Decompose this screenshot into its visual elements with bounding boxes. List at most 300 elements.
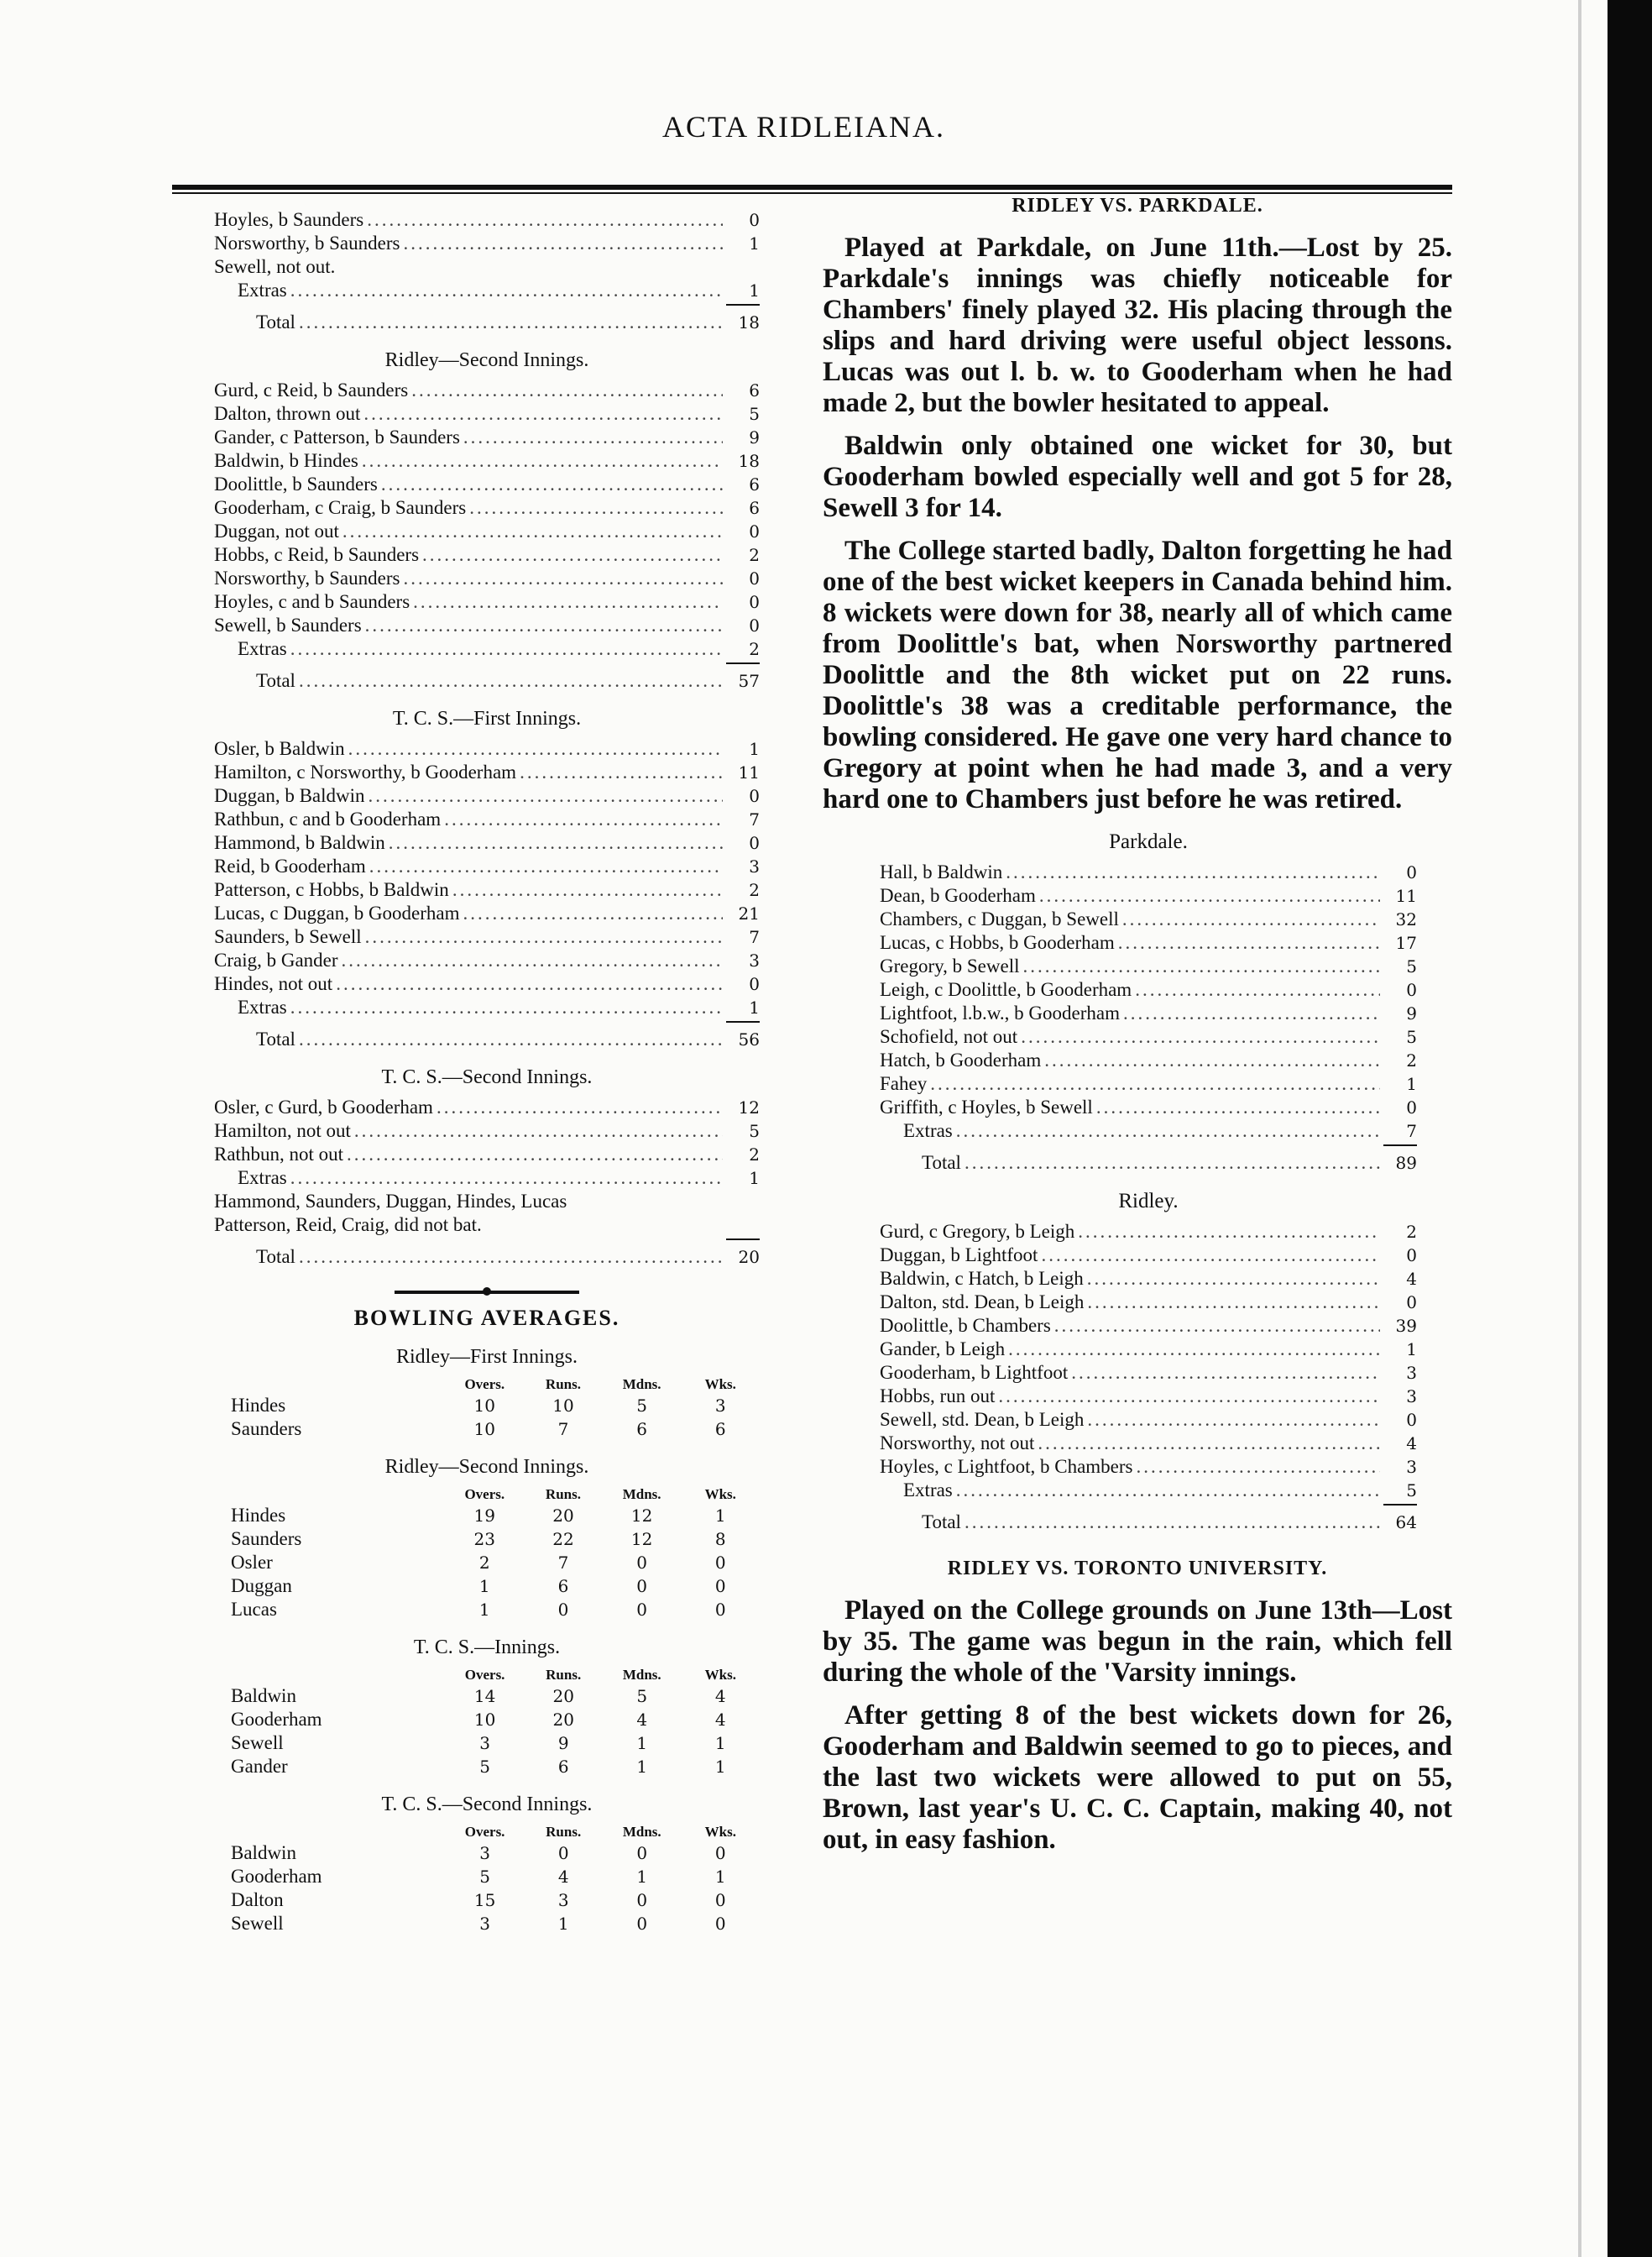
batsman: Sewell, std. Dean, b Leigh	[880, 1409, 1085, 1430]
section-heading: Parkdale.	[1109, 830, 1188, 853]
runs: 7	[557, 1419, 569, 1439]
leader-dots	[1041, 1244, 1380, 1267]
bowling-table	[231, 1823, 760, 1935]
scan-border	[1608, 0, 1652, 2257]
score-row	[880, 1096, 1417, 1119]
leader-dots	[299, 669, 723, 693]
runs: 4	[1406, 1269, 1417, 1289]
score-row	[880, 955, 1417, 978]
report-paragraph: Played on the College grounds on June 13th—Lost by 35. The game was begun in the rain, which fell during the whole of the 'Varsity innings.	[823, 1595, 1452, 1688]
running-title: ACTA RIDLEIANA.	[661, 110, 946, 144]
runs: 1	[1406, 1339, 1417, 1359]
runs: 2	[749, 880, 760, 900]
overs: 3	[479, 1733, 490, 1753]
runs: 4	[557, 1867, 569, 1887]
maidens: 0	[636, 1843, 648, 1863]
leader-dots	[1008, 1338, 1380, 1361]
wickets: 4	[714, 1686, 726, 1706]
leader-dots	[290, 279, 723, 302]
bowler: Saunders	[231, 1528, 302, 1549]
wickets: 0	[714, 1576, 726, 1596]
batsman: Hall, b Baldwin	[880, 861, 1003, 882]
right-column	[823, 191, 1452, 1856]
maidens: 12	[630, 1506, 653, 1526]
runs: 1	[557, 1914, 569, 1934]
col-header: Mdns.	[622, 1667, 661, 1683]
batsman: Dean, b Gooderham	[880, 885, 1036, 906]
runs: 0	[749, 833, 760, 853]
runs: 21	[738, 903, 760, 924]
score-row	[214, 1119, 760, 1143]
bowling-table	[231, 1375, 760, 1441]
runs: 3	[749, 950, 760, 971]
leader-dots	[1096, 1096, 1380, 1119]
runs: 3	[1406, 1386, 1417, 1406]
runs: 6	[749, 380, 760, 401]
batsman: Norsworthy, b Saunders	[214, 568, 400, 589]
score-row	[880, 1072, 1417, 1096]
batsman: Saunders, b Sewell	[214, 926, 362, 947]
score-row	[880, 861, 1417, 884]
overs: 15	[473, 1890, 496, 1910]
bowler: Osler	[231, 1552, 273, 1573]
maidens: 5	[636, 1686, 648, 1706]
maidens: 0	[636, 1600, 647, 1620]
total-label: Total	[256, 312, 295, 333]
leader-dots	[290, 996, 723, 1019]
batsman: Hamilton, c Norsworthy, b Gooderham	[214, 762, 517, 783]
score-row	[214, 614, 760, 637]
sum-rule	[1383, 1144, 1417, 1146]
leader-dots	[463, 902, 723, 925]
did-not-bat-note: Patterson, Reid, Craig, did not bat.	[214, 1214, 482, 1235]
total-value: 20	[738, 1247, 760, 1267]
extras-row	[214, 996, 760, 1019]
bowling-table	[231, 1485, 760, 1621]
batsman: Norsworthy, b Saunders	[214, 233, 400, 254]
total-value: 18	[738, 312, 760, 333]
col-header: Overs.	[464, 1376, 505, 1392]
report-paragraph: The College started badly, Dalton forgetting he had one of the best wicket keepers in Canada behind him. 8 wickets were down for 38, nearly all of which came from Doolittle's bat, when Norsworthy partnered Doolittle and the 8th wicket put on 22 runs. Doolittle's 38 was a creditable performance, the bowling considered. He gave one very hard chance to Gregory at point when he had made 3, and a very hard one to Chambers just before he was retired.	[823, 536, 1452, 814]
overs: 3	[479, 1843, 490, 1863]
runs: 6	[749, 474, 760, 495]
maidens: 5	[636, 1396, 647, 1416]
batsman: Duggan, b Baldwin	[214, 785, 365, 806]
section-heading: T. C. S.—Innings.	[413, 1636, 561, 1658]
leader-dots	[1135, 978, 1380, 1002]
leader-dots	[1122, 908, 1380, 931]
batsman: Hatch, b Gooderham	[880, 1050, 1042, 1071]
extras-row	[214, 637, 760, 661]
batsman: Hobbs, c Reid, b Saunders	[214, 544, 420, 565]
runs: 17	[1395, 933, 1417, 953]
batsman: Gurd, c Gregory, b Leigh	[880, 1221, 1075, 1242]
total-value: 64	[1395, 1512, 1417, 1532]
leader-dots	[452, 878, 723, 902]
extras-label: Extras	[903, 1479, 953, 1500]
batsman: Sewell, b Saunders	[214, 615, 362, 636]
batsman: Hoyles, c Lightfoot, b Chambers	[880, 1456, 1133, 1477]
wickets: 0	[714, 1600, 726, 1620]
col-header: Mdns.	[622, 1376, 661, 1392]
leader-dots	[1039, 884, 1380, 908]
wickets: 0	[714, 1553, 726, 1573]
leader-dots	[965, 1511, 1380, 1534]
score-row	[880, 1244, 1417, 1267]
table-row	[231, 1888, 760, 1912]
score-row	[214, 972, 760, 996]
col-header: Overs.	[464, 1824, 505, 1840]
total-row	[214, 669, 760, 693]
leader-dots	[1071, 1361, 1380, 1385]
runs: 7	[749, 927, 760, 947]
col-header: Runs.	[545, 1376, 581, 1392]
match-heading: RIDLEY VS. PARKDALE.	[1012, 195, 1263, 217]
col-header: Runs.	[546, 1667, 582, 1683]
table-row	[231, 1394, 760, 1417]
bowler: Gooderham	[231, 1709, 322, 1730]
runs: 0	[1406, 1292, 1417, 1312]
section-heading: T. C. S.—Second Innings.	[381, 1794, 593, 1815]
report-paragraph: Played at Parkdale, on June 11th.—Lost by 25. Parkdale's innings was chiefly noticeable for Chambers' finely played 32. His placing through the slips and hard driving were useful object lessons. Lucas was out l. b. w. to Gooderham when he had made 2, but the bowler hesitated to appeal.	[823, 233, 1452, 418]
table-row	[231, 1841, 760, 1865]
batsman: Doolittle, b Chambers	[880, 1315, 1051, 1336]
batsman: Lucas, c Duggan, b Gooderham	[214, 903, 460, 924]
batsman: Hamilton, not out	[214, 1120, 351, 1141]
col-header: Runs.	[545, 1486, 581, 1502]
sum-rule	[726, 1238, 760, 1240]
maidens: 1	[636, 1733, 648, 1753]
total-label: Total	[256, 670, 295, 691]
overs: 10	[473, 1396, 495, 1416]
overs: 19	[473, 1506, 495, 1526]
score-row	[880, 1314, 1417, 1338]
total-row	[214, 311, 760, 334]
runs: 0	[557, 1843, 569, 1863]
leader-dots	[1123, 1002, 1380, 1025]
batsman: Baldwin, b Hindes	[214, 450, 358, 471]
table-row	[231, 1598, 760, 1621]
leader-dots	[299, 1245, 723, 1269]
batsman: Gander, c Patterson, b Saunders	[214, 427, 460, 448]
score-row	[214, 737, 760, 761]
wickets: 6	[714, 1419, 726, 1439]
runs: 1	[749, 1168, 760, 1188]
batsman: Gander, b Leigh	[880, 1338, 1006, 1359]
table-row	[231, 1865, 760, 1888]
total-label: Total	[922, 1511, 961, 1532]
overs: 23	[473, 1529, 495, 1549]
score-row	[880, 931, 1417, 955]
batsman: Rathbun, not out	[214, 1144, 343, 1165]
col-header: Overs.	[464, 1667, 505, 1683]
maidens: 1	[636, 1867, 648, 1887]
col-header: Mdns.	[622, 1486, 661, 1502]
runs: 0	[1406, 1245, 1417, 1265]
runs: 2	[1406, 1222, 1417, 1242]
table-row	[231, 1504, 760, 1527]
runs: 12	[738, 1097, 760, 1118]
score-row	[214, 902, 760, 925]
bowler: Baldwin	[231, 1842, 296, 1863]
bowling-table	[231, 1666, 760, 1778]
table-row	[231, 1731, 760, 1755]
leader-dots	[1137, 1455, 1380, 1479]
overs: 1	[478, 1576, 490, 1596]
batsman: Dalton, thrown out	[214, 403, 361, 424]
batsman: Duggan, b Lightfoot	[880, 1244, 1038, 1265]
extras-label: Extras	[238, 638, 287, 659]
runs: 3	[1406, 1457, 1417, 1477]
parkdale-scorecard	[880, 830, 1417, 1534]
match-heading: RIDLEY VS. TORONTO UNIVERSITY.	[947, 1558, 1328, 1579]
leader-dots	[1023, 955, 1381, 978]
table-row	[231, 1527, 760, 1551]
page-fold-shadow	[1578, 0, 1581, 2257]
runs: 0	[749, 210, 760, 230]
overs: 5	[479, 1867, 490, 1887]
batsman: Osler, b Baldwin	[214, 738, 345, 759]
total-label: Total	[256, 1246, 295, 1267]
leader-dots	[1038, 1432, 1380, 1455]
batsman: Lightfoot, l.b.w., b Gooderham	[880, 1003, 1120, 1024]
leader-dots	[365, 925, 723, 949]
extras-label: Extras	[903, 1120, 953, 1141]
leader-dots	[362, 449, 723, 473]
bowling-averages	[214, 1306, 760, 1935]
table-row	[231, 1708, 760, 1731]
score-row	[214, 878, 760, 902]
table-header	[231, 1485, 760, 1504]
section-heading: Ridley.	[1118, 1190, 1179, 1212]
runs: 9	[1406, 1003, 1417, 1024]
bowler: Gooderham	[231, 1866, 322, 1887]
batsman: Gooderham, c Craig, b Saunders	[214, 497, 467, 518]
score-row	[214, 831, 760, 855]
runs: 32	[1395, 909, 1417, 930]
score-row	[880, 1291, 1417, 1314]
col-header: Overs.	[464, 1486, 505, 1502]
maidens: 4	[636, 1710, 648, 1730]
wickets: 1	[714, 1733, 726, 1753]
runs: 20	[552, 1506, 574, 1526]
batsman: Schofield, not out	[880, 1026, 1018, 1047]
batsman: Dalton, std. Dean, b Leigh	[880, 1291, 1085, 1312]
leader-dots	[1044, 1049, 1380, 1072]
extras-row	[880, 1479, 1417, 1502]
total-row	[214, 1028, 760, 1051]
batsman: Gooderham, b Lightfoot	[880, 1362, 1069, 1383]
score-row	[214, 1096, 760, 1119]
batsman: Gurd, c Reid, b Saunders	[214, 380, 409, 401]
runs: 0	[1406, 980, 1417, 1000]
runs: 10	[552, 1396, 574, 1416]
total-value: 57	[738, 671, 760, 691]
runs: 18	[738, 451, 760, 471]
runs: 5	[749, 404, 760, 424]
col-header: Wks.	[704, 1486, 736, 1502]
leader-dots	[1021, 1025, 1380, 1049]
score-row	[214, 473, 760, 496]
leader-dots	[520, 761, 723, 784]
runs: 0	[749, 974, 760, 994]
runs: 3	[749, 856, 760, 877]
leader-dots	[956, 1479, 1380, 1502]
col-header: Mdns.	[622, 1824, 661, 1840]
runs: 6	[557, 1576, 569, 1596]
runs: 3	[1406, 1363, 1417, 1383]
table-row	[231, 1684, 760, 1708]
score-row	[214, 761, 760, 784]
maidens: 0	[636, 1576, 647, 1596]
total-value: 89	[1395, 1153, 1417, 1173]
runs: 5	[1406, 956, 1417, 977]
extras-row	[214, 1166, 760, 1190]
batsman: Hoyles, c and b Saunders	[214, 591, 410, 612]
extras-label: Extras	[238, 997, 287, 1018]
bowler: Sewell	[231, 1732, 284, 1753]
score-row	[214, 449, 760, 473]
overs: 10	[473, 1419, 495, 1439]
wickets: 0	[714, 1890, 726, 1910]
score-row	[214, 379, 760, 402]
runs: 9	[749, 427, 760, 448]
runs: 0	[557, 1600, 569, 1620]
leader-dots	[930, 1072, 1380, 1096]
leader-dots	[422, 543, 723, 567]
batsman: Craig, b Gander	[214, 950, 338, 971]
leader-dots	[411, 379, 723, 402]
score-row	[214, 925, 760, 949]
score-row	[214, 520, 760, 543]
batsman: Reid, b Gooderham	[214, 856, 366, 877]
score-row	[214, 232, 760, 255]
runs: 9	[557, 1733, 569, 1753]
runs: 1	[1406, 1074, 1417, 1094]
runs: 39	[1395, 1316, 1417, 1336]
batsman: Griffith, c Hoyles, b Sewell	[880, 1097, 1093, 1118]
score-row	[880, 1408, 1417, 1432]
extras-label: Extras	[238, 1167, 287, 1188]
score-row	[214, 567, 760, 590]
total-row	[214, 1245, 760, 1269]
runs: 7	[557, 1553, 569, 1573]
leader-dots	[369, 784, 723, 808]
wickets: 8	[714, 1529, 726, 1549]
score-row	[880, 1025, 1417, 1049]
runs: 2	[749, 1144, 760, 1165]
maidens: 6	[636, 1419, 647, 1439]
runs: 11	[1395, 886, 1417, 906]
section-heading: T. C. S.—First Innings.	[392, 708, 582, 730]
score-row	[214, 808, 760, 831]
score-row	[880, 978, 1417, 1002]
score-row	[214, 1143, 760, 1166]
table-row	[231, 1912, 760, 1935]
leader-dots	[1054, 1314, 1380, 1338]
runs: 1	[749, 739, 760, 759]
total-row	[880, 1511, 1417, 1534]
report-paragraph: After getting 8 of the best wickets down for 26, Gooderham and Baldwin seemed to go to pieces, and the last two wickets were allowed to put on 55, Brown, last year's U. C. C. Captain, making 40, not out, in easy fashion.	[823, 1700, 1452, 1855]
wickets: 1	[714, 1506, 726, 1526]
batsman: Hoyles, b Saunders	[214, 209, 364, 230]
maidens: 0	[636, 1890, 648, 1910]
batsman: Hammond, b Baldwin	[214, 832, 385, 853]
score-row	[880, 908, 1417, 931]
runs: 2	[749, 639, 760, 659]
overs: 3	[479, 1914, 490, 1934]
wickets: 0	[714, 1914, 726, 1934]
wickets: 1	[714, 1757, 726, 1777]
batsman: Duggan, not out	[214, 521, 339, 542]
table-row	[231, 1551, 760, 1574]
score-row	[214, 784, 760, 808]
leader-dots	[290, 637, 723, 661]
score-row	[214, 402, 760, 426]
score-row	[214, 543, 760, 567]
bowler: Hindes	[231, 1395, 286, 1416]
leader-dots	[463, 426, 723, 449]
leader-dots	[348, 737, 723, 761]
batsman: Gregory, b Sewell	[880, 956, 1020, 977]
overs: 2	[478, 1553, 490, 1573]
score-row	[880, 1049, 1417, 1072]
runs: 20	[552, 1686, 574, 1706]
total-row	[880, 1151, 1417, 1175]
section-heading: Ridley—Second Innings.	[384, 349, 589, 371]
runs: 1	[749, 233, 760, 254]
section-ornament	[395, 1291, 579, 1294]
wickets: 3	[714, 1396, 726, 1416]
leader-dots	[998, 1385, 1380, 1408]
score-row	[214, 426, 760, 449]
runs: 6	[749, 498, 760, 518]
runs: 0	[749, 521, 760, 542]
maidens: 0	[636, 1553, 647, 1573]
leader-dots	[367, 208, 723, 232]
score-row	[214, 496, 760, 520]
tcs-first-innings	[214, 708, 760, 1051]
runs: 5	[1406, 1480, 1417, 1500]
batsman: Lucas, c Hobbs, b Gooderham	[880, 932, 1115, 953]
maidens: 12	[630, 1529, 653, 1549]
overs: 10	[473, 1710, 496, 1730]
runs: 0	[749, 615, 760, 636]
batsman: Sewell, not out.	[214, 256, 336, 277]
batsman: Doolittle, b Saunders	[214, 474, 378, 495]
score-row	[214, 949, 760, 972]
toronto-match	[823, 1558, 1452, 1856]
runs: 22	[552, 1529, 574, 1549]
runs: 0	[1406, 1097, 1417, 1118]
runs: 6	[557, 1757, 569, 1777]
score-row	[880, 1432, 1417, 1455]
col-header: Wks.	[704, 1824, 736, 1840]
bowler: Dalton	[231, 1889, 284, 1910]
bowler: Hindes	[231, 1505, 286, 1526]
bowler: Baldwin	[231, 1685, 296, 1706]
score-row	[214, 255, 760, 279]
batsman: Hobbs, run out	[880, 1385, 996, 1406]
runs: 0	[749, 592, 760, 612]
total-label: Total	[922, 1152, 961, 1173]
runs: 0	[1406, 862, 1417, 882]
maidens: 1	[636, 1757, 648, 1777]
col-header: Wks.	[704, 1376, 736, 1392]
leader-dots	[1118, 931, 1380, 955]
score-row	[214, 590, 760, 614]
parkdale-match	[823, 195, 1452, 1534]
